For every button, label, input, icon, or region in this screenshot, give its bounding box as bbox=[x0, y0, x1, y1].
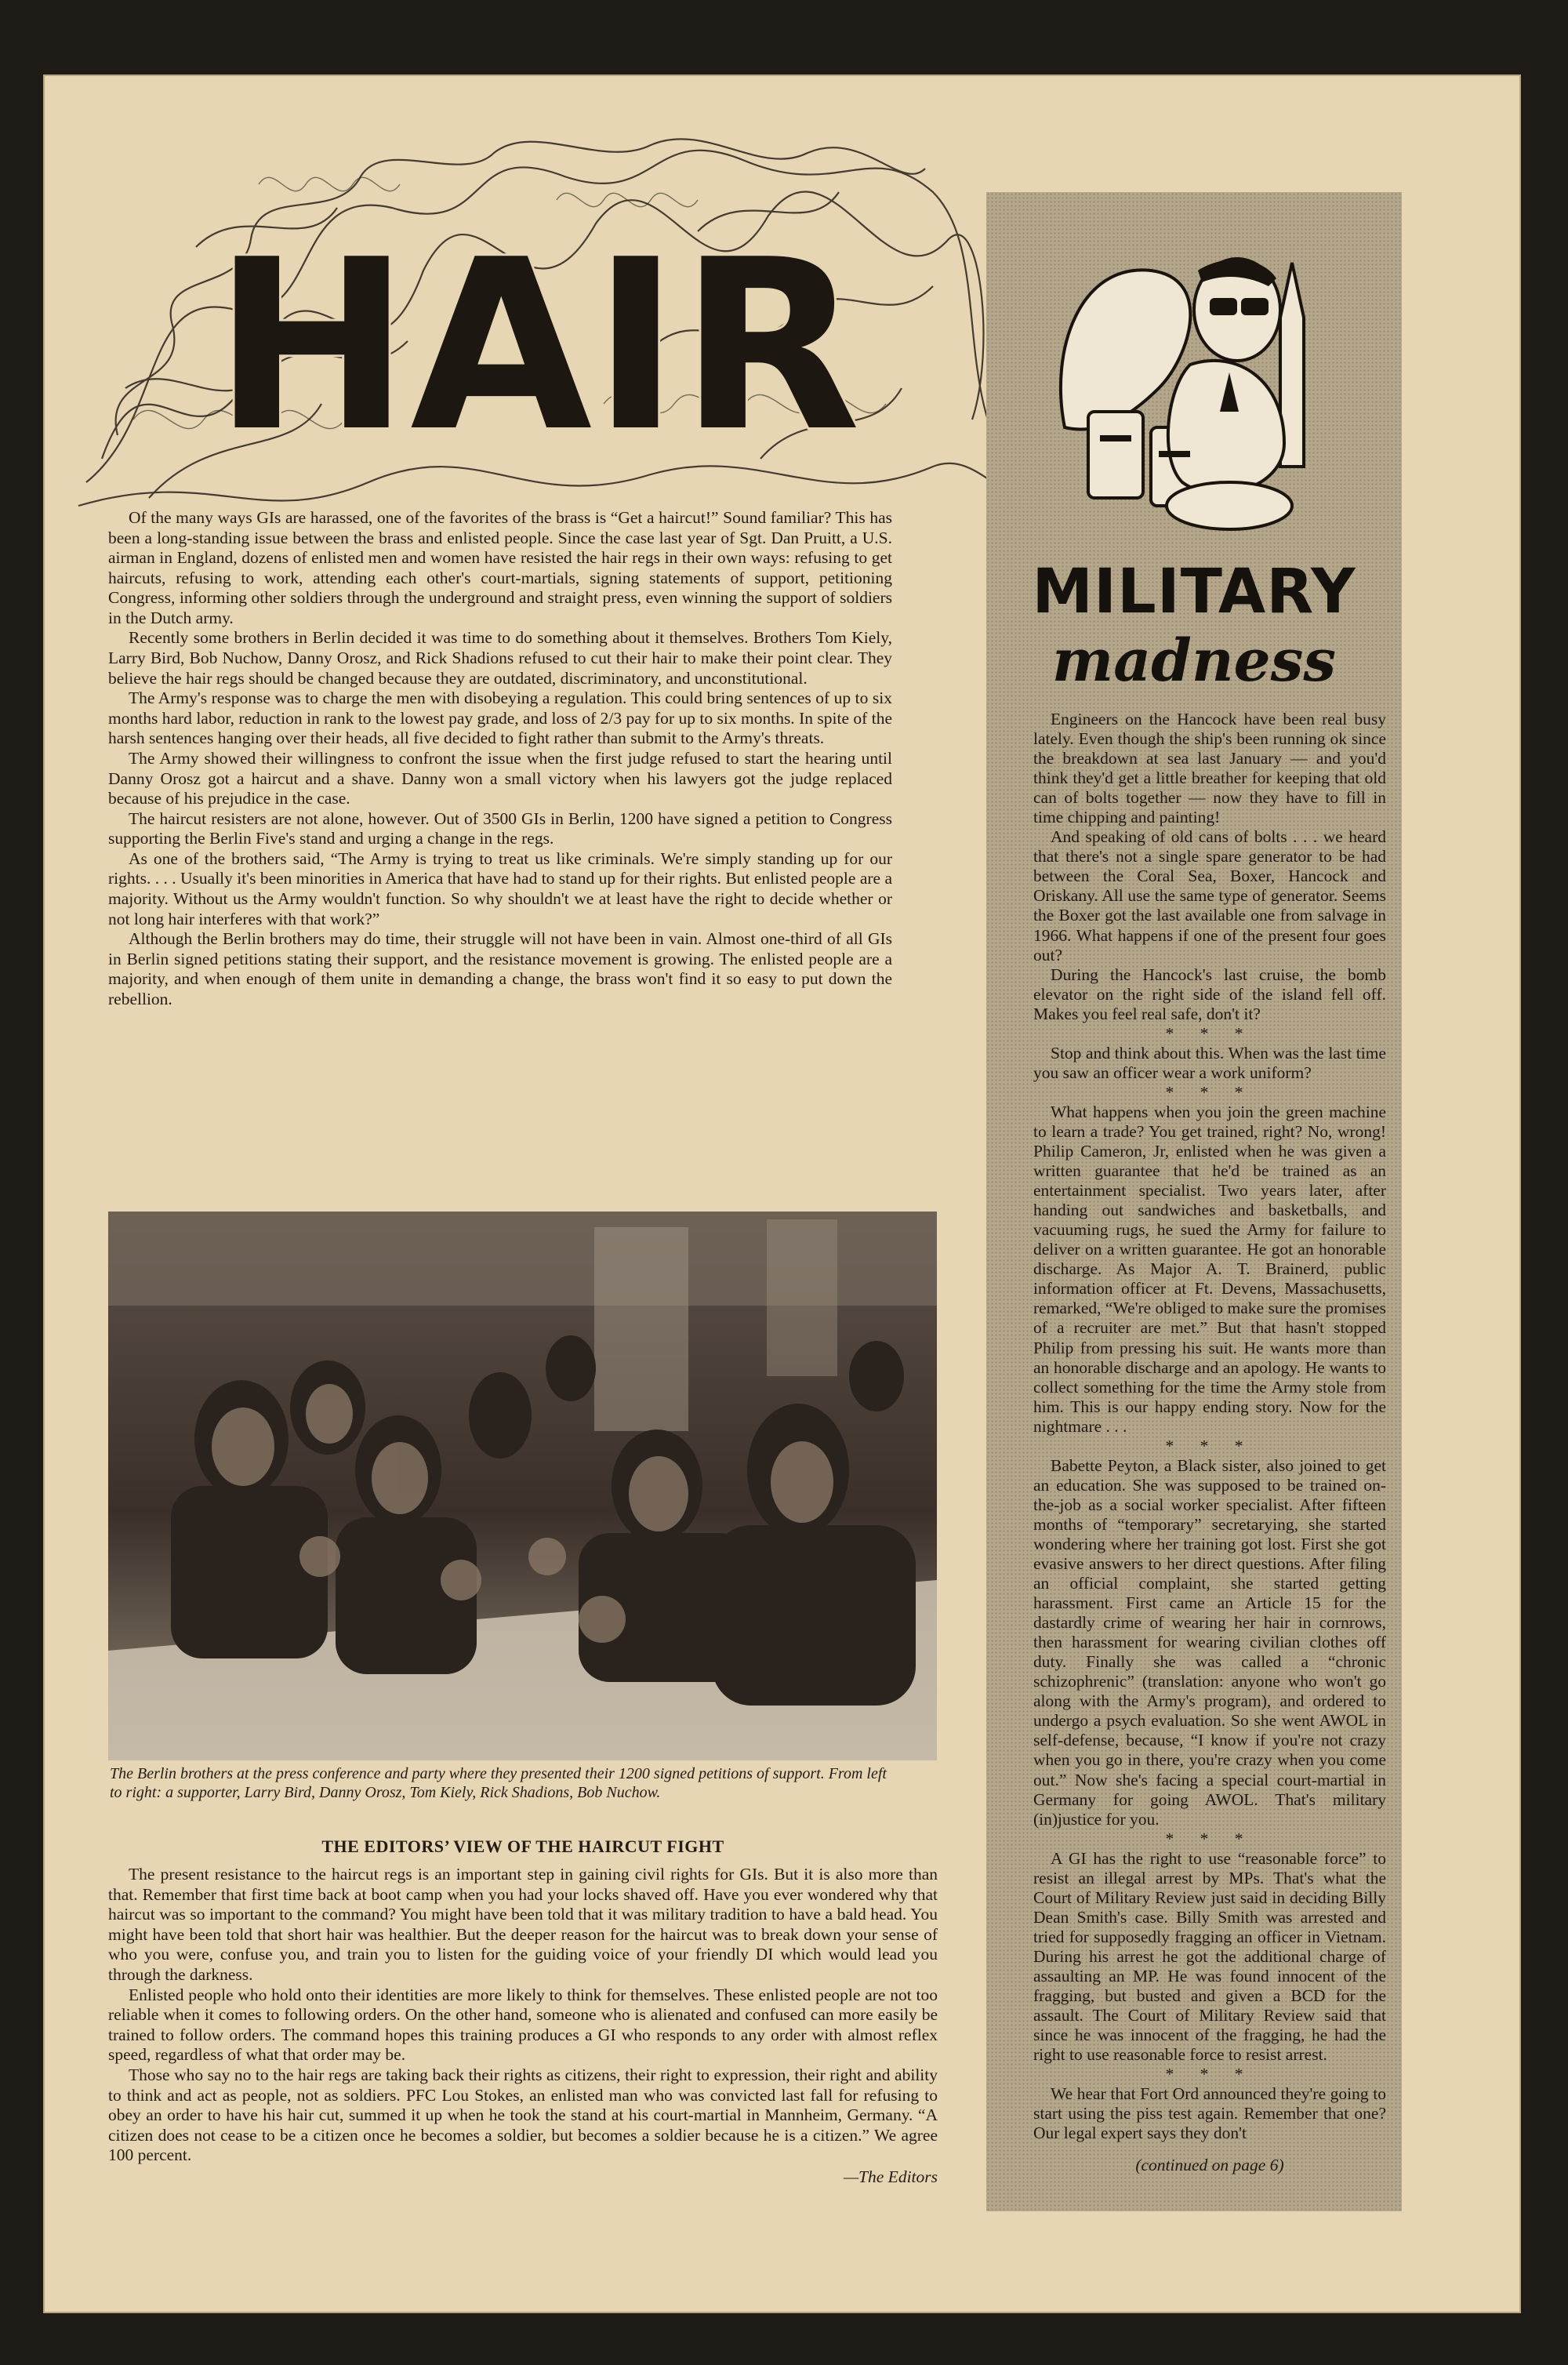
editors-view-article bbox=[108, 1836, 938, 2187]
sidebar-paragraph: A GI has the right to use “reasonable force” to resist an illegal arrest by MPs. That's what the Court of Military Review just said in deciding Billy Dean Smith's case. Billy Smith was arrested and tried for supposedly fragging an officer in Vietnam. During his arrest he got the additional charge of assaulting an MP. He was found innocent of the fragging, but busted and given a BCD for the assault. The Court of Military Review said that since he was innocent of the fragging, he had the right to use reasonable force to resist arrest. bbox=[1033, 1848, 1386, 2065]
headline-hair: HAIR bbox=[213, 209, 861, 483]
sidebar-text bbox=[1033, 710, 1386, 2175]
editors-signoff: —The Editors bbox=[843, 2167, 938, 2186]
sidebar-paragraph: Engineers on the Hancock have been real busy lately. Even though the ship's been running ok since the breakdown at sea last January — and you'd think they'd get a little breather for keeping that old can of bolts together — now they have to fill in time chipping and painting! bbox=[1033, 710, 1386, 827]
intro-paragraph: Although the Berlin brothers may do time, their struggle will not have been in vain. Almost one-third of all GIs in Berlin signed petitions stating their support, and the resistance movement is growing. The enlisted people are a majority, and when enough of them unite in demanding a change, the brass won't find it so easy to put down the rebellion. bbox=[108, 929, 892, 1008]
intro-paragraph: As one of the brothers said, “The Army is trying to treat us like criminals. We're simply standing up for our rights. . . . Usually it's been minorities in America that have had to stand up for their rights. But enlisted people are a majority. Without us the Army wouldn't function. So why shouldn't we at least have the right to decide whether or not long hair interferes with that work?” bbox=[108, 848, 892, 928]
intro-paragraph: Recently some brothers in Berlin decided it was time to do something about it themselves. Brothers Tom Kiely, Larry Bird, Bob Nuchow, Danny Orosz, and Rick Shadions refused to cut their hair to make their point clear. They believe the hair regs should be changed because they are outdated, discriminatory, and unconstitutional. bbox=[108, 628, 892, 688]
intro-paragraph: The Army showed their willingness to confront the issue when the first judge refused to start the hearing until Danny Orosz got a haircut and a shave. Danny won a small victory when his lawyers got the judge replaced because of his prejudice in the case. bbox=[108, 748, 892, 808]
hair-headline-illustration bbox=[55, 90, 1019, 518]
photo-caption: The Berlin brothers at the press conference and party where they presented their 1200 signed petitions of support. From left to right: a supporter, Larry Bird, Danny Orosz, Tom Kiely, Rick Shadions, Bob Nuchow. bbox=[110, 1765, 887, 1801]
editors-heading: THE EDITORS’ VIEW OF THE HAIRCUT FIGHT bbox=[321, 1836, 724, 1856]
intro-paragraph: The Army's response was to charge the men with disobeying a regulation. This could bring sentences of up to six months hard labor, reduction in rank to the lowest pay grade, and loss of 2/3 pay for up to six months. In spite of the harsh sentences hanging over their heads, all five decided to fight rather than submit to the Army's threats. bbox=[108, 688, 892, 748]
sidebar-paragraph: During the Hancock's last cruise, the bomb elevator on the right side of the island fell off. Makes you feel real safe, don't it? bbox=[1033, 965, 1386, 1023]
section-separator: * * * bbox=[1165, 1829, 1254, 1848]
continued-notice: (continued on page 6) bbox=[1135, 2156, 1284, 2175]
sidebar-title-military: MILITARY bbox=[1032, 557, 1356, 627]
intro-article bbox=[108, 508, 892, 1009]
intro-paragraph: The haircut resisters are not alone, however. Out of 3500 GIs in Berlin, 1200 have signed a petition to Congress supporting the Berlin Five's stand and urging a change in the regs. bbox=[108, 808, 892, 848]
sidebar-paragraph: What happens when you join the green machine to learn a trade? You get trained, right? No, wrong! Philip Cameron, Jr, enlisted when he was given a written guarantee that he'd be trained as an entertainment specialist. Two years later, after handing out sandwiches and basketballs, and vacuuming rugs, he sued the Army for failure to deliver on a written guarantee. He got an honorable discharge. As Major A. T. Brainerd, public information officer at Ft. Devens, Massachusetts, remarked, “We're obliged to make sure the promises of a recruiter are met.” But that hasn't stopped Philip from pressing his suit. He wants more than an honorable discharge and an apology. He wants to collect something for the time the Army stole from him. This is our happy ending story. Now for the nightmare . . . bbox=[1033, 1102, 1386, 1436]
sidebar-paragraph: Babette Peyton, a Black sister, also joined to get an education. She was supposed to be trained on-the-job as a social worker specialist. After fifteen months of “temporary” secretarying, she started wondering where her training got lost. First she got evasive answers to her direct questions. After filing an official complaint, she started getting harassment. First came an Article 15 for the dastardly crime of wearing her hair in cornrows, then harassment for wearing civilian clothes off duty. Finally she was called a “chronic schizophrenic” (translation: anyone who won't go along with the Army's program), and ordered to undergo a psych evaluation. So she went AWOL in self-defense, because, “I know if you're not crazy when you go in there, you're crazy when you come out.” Now she's facing a special court-martial in Germany for going AWOL. That's military (in)justice for you. bbox=[1033, 1455, 1386, 1829]
sidebar-paragraph: And speaking of old cans of bolts . . . we heard that there's not a single spare generator to be had between the Coral Sea, Boxer, Hancock and Oriskany. All use the same type of generator. Seems the Boxer got the last available one from salvage in 1966. What happens if one of the present four goes out? bbox=[1033, 827, 1386, 965]
section-separator: * * * bbox=[1165, 1436, 1254, 1455]
editors-paragraph: Those who say no to the hair regs are taking back their rights as citizens, their right to expression, their right and ability to think and act as people, not as soldiers. PFC Lou Stokes, an enlisted man who was convicted last fall for refusing to obey an order to have his hair cut, summed it up when he took the stand at his court-martial in Mannheim, Germany. “A citizen does not cease to be a citizen once he becomes a soldier, but becomes a soldier because he is a citizen.” We agree 100 percent. bbox=[108, 2065, 938, 2165]
sidebar-paragraph: Stop and think about this. When was the last time you saw an officer wear a work uniform? bbox=[1033, 1043, 1386, 1082]
sidebar-title-madness: madness bbox=[1051, 627, 1337, 695]
intro-paragraph: Of the many ways GIs are harassed, one of the favorites of the brass is “Get a haircut!” Sound familiar? This has been a long-standing issue between the brass and enlisted people. Since the case last year of Sgt. Dan Pruitt, a U.S. airman in England, dozens of enlisted men and women have resisted the hair regs in their own ways: refusing to get haircuts, refusing to work, attending each other's court-martials, signing statements of support, petitioning Congress, informing other soldiers through the underground and straight press, even winning the support of soldiers in the Dutch army. bbox=[108, 508, 892, 627]
section-separator: * * * bbox=[1165, 1082, 1254, 1102]
editors-paragraph: Enlisted people who hold onto their identities are more likely to think for themselves. These enlisted people are not too reliable when it comes to following orders. On the other hand, someone who is alienated and confused can more easily be trained to follow orders. The command hopes this training produces a GI who responds to any order with almost reflex speed, regardless of what that order may be. bbox=[108, 1985, 938, 2065]
sidebar-paragraph: We hear that Fort Ord announced they're going to start using the piss test again. Remember that one? Our legal expert says they don't bbox=[1033, 2084, 1386, 2143]
military-madness-sidebar bbox=[986, 192, 1402, 2211]
section-separator: * * * bbox=[1165, 1023, 1254, 1043]
press-conference-photo bbox=[108, 1212, 937, 1760]
photo-illustration bbox=[108, 1212, 937, 1760]
section-separator: * * * bbox=[1165, 2065, 1254, 2084]
editors-paragraph: The present resistance to the haircut regs is an important step in gaining civil rights for GIs. But it is also more than that. Remember that first time back at boot camp when you had your locks shaved off. Have you ever wondered why that haircut was so important to the command? You might have been told that it was military tradition to have a bald head. You might have been told that short hair was healthier. But the deeper reason for the haircut was to break down your sense of who you were, confuse you, and train you to listen for the guiding voice of your friendly DI which would lead you through the darkness. bbox=[108, 1865, 938, 1985]
officer-cartoon-illustration bbox=[1033, 231, 1347, 545]
